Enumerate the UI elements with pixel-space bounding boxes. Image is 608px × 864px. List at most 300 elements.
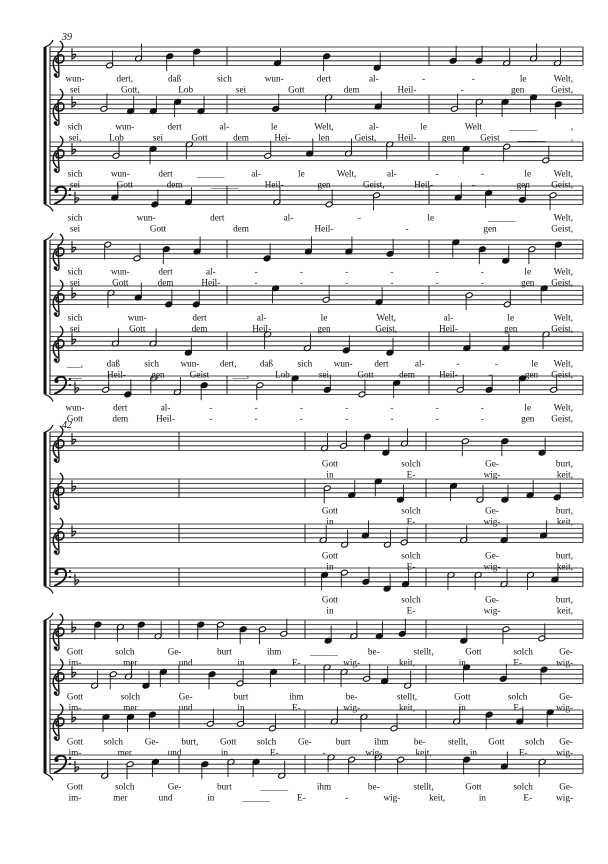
lyric-syllable: Gott: [357, 369, 374, 380]
lyric-syllable: len: [318, 132, 330, 143]
lyric-syllable: -: [405, 223, 409, 234]
lyric-syllable: wig-: [556, 657, 573, 668]
lyric-syllable: stellt,: [447, 736, 469, 747]
lyric-syllable: und: [158, 792, 173, 803]
lyric-syllable: solch: [401, 505, 421, 516]
lyric-syllable: ___: [68, 369, 82, 380]
lyric-syllable: gen: [317, 179, 331, 190]
lyric-syllable: Ge-: [559, 691, 573, 702]
lyric-syllable: Hei-: [274, 132, 291, 143]
clef-dot: [54, 505, 58, 509]
lyric-syllable: in: [220, 747, 228, 758]
lyric-syllable: -: [254, 413, 258, 424]
lyric-syllable: Gott: [116, 179, 133, 190]
lyric-syllable: und: [167, 747, 182, 758]
lyric-syllable: le: [270, 121, 278, 132]
lyric-syllable: -: [471, 179, 475, 190]
lyric-syllable: -: [299, 277, 303, 288]
lyric-syllable: -: [435, 168, 439, 179]
lyric-syllable: stellt,: [413, 781, 434, 792]
lyric-syllable: keit,: [398, 702, 416, 713]
lyric-syllable: -: [390, 277, 394, 288]
lyric-syllable: ihm: [289, 691, 304, 702]
lyric-syllable: keit,: [556, 561, 573, 572]
lyric-syllable: Heil-: [201, 277, 221, 288]
lyric-syllable: dert: [374, 358, 389, 369]
lyric-syllable: ______: [242, 792, 270, 803]
lyric-syllable: wig-: [383, 792, 401, 803]
lyric-syllable: Gott: [321, 505, 339, 516]
lyric-syllable: wun-: [65, 73, 85, 84]
lyric-syllable: Geist,: [354, 132, 377, 143]
lyric-syllable: -: [435, 266, 439, 277]
lyric-syllable: Ge-: [144, 736, 159, 747]
lyric-syllable: burt: [216, 646, 232, 657]
lyric-syllable: mer: [123, 657, 138, 668]
clef-dot: [69, 384, 71, 386]
lyric-syllable: -: [390, 402, 394, 413]
lyric-syllable: -: [254, 277, 258, 288]
lyric-syllable: -: [299, 266, 303, 277]
clef-dot: [69, 570, 71, 572]
lyric-syllable: gen: [516, 179, 530, 190]
lyric-syllable: in: [478, 792, 487, 803]
lyric-syllable: le: [519, 73, 527, 84]
lyric-syllable: be-: [413, 736, 426, 747]
lyric-syllable: wun-: [264, 73, 284, 84]
lyric-syllable: dert: [316, 73, 332, 84]
lyric-syllable: Gott: [454, 691, 471, 702]
lyric-syllable: stellt,: [413, 646, 434, 657]
lyric-syllable: Gott: [321, 458, 339, 469]
lyric-syllable: Heil-: [439, 369, 458, 380]
lyric-syllable: keit,: [415, 747, 432, 758]
measure-number: 39: [62, 32, 72, 43]
lyric-syllable: Heil-: [314, 223, 334, 234]
lyric-syllable: -: [480, 266, 484, 277]
lyric-syllable: -: [345, 792, 349, 803]
lyric-syllable: ______: [260, 781, 288, 792]
lyric-syllable: burt,: [555, 458, 573, 469]
lyric-syllable: burt: [335, 736, 351, 747]
clef-dot: [55, 571, 59, 575]
lyric-syllable: ihm: [267, 646, 282, 657]
lyric-syllable: ___,: [66, 358, 84, 369]
lyric-syllable: sei: [69, 84, 81, 95]
lyric-syllable: im-: [68, 747, 82, 758]
lyric-syllable: wun-: [110, 266, 130, 277]
lyric-syllable: sich: [144, 358, 160, 369]
lyric-syllable: Lob: [275, 369, 290, 380]
lyric-syllable: stellt,: [396, 691, 418, 702]
lyric-syllable: -: [471, 73, 475, 84]
clef-dot: [69, 763, 71, 765]
lyric-syllable: burt,: [181, 736, 199, 747]
lyric-syllable: gen: [521, 413, 535, 424]
lyric-syllable: solch: [115, 781, 135, 792]
lyric-syllable: sei: [152, 132, 164, 143]
lyric-syllable: dem: [166, 179, 183, 190]
lyric-syllable: Welt,: [376, 312, 396, 323]
lyric-syllable: mer: [113, 792, 128, 803]
lyric-syllable: Gott: [465, 646, 482, 657]
lyric-syllable: gen: [511, 84, 525, 95]
lyric-syllable: -: [488, 369, 492, 380]
lyric-syllable: sich: [67, 168, 83, 179]
lyric-syllable: wig-: [483, 469, 501, 480]
lyric-syllable: Gott: [220, 736, 237, 747]
lyric-syllable: keit,: [429, 792, 446, 803]
lyric-syllable: Ge-: [559, 736, 573, 747]
lyric-syllable: sei: [318, 369, 330, 380]
clef-dot: [54, 312, 58, 316]
lyric-syllable: sich: [297, 358, 313, 369]
lyric-syllable: Welt,: [553, 312, 573, 323]
lyric-syllable: Geist,: [551, 179, 573, 190]
lyric-syllable: Welt,: [553, 358, 573, 369]
lyric-syllable: solch: [120, 691, 141, 702]
lyric-syllable: solch: [524, 736, 545, 747]
lyric-syllable: keit,: [556, 469, 573, 480]
lyric-syllable: in: [458, 702, 466, 713]
lyric-syllable: keit,: [556, 516, 573, 527]
lyric-syllable: al-: [283, 212, 294, 223]
lyric-syllable: Geist: [189, 369, 210, 380]
lyric-syllable: dert,: [219, 358, 237, 369]
lyric-syllable: Heil-: [439, 323, 458, 334]
lyric-syllable: dert,: [116, 73, 134, 84]
lyric-syllable: al-: [219, 121, 230, 132]
lyric-syllable: dem: [233, 132, 249, 143]
lyric-syllable: -: [345, 402, 349, 413]
lyric-syllable: Ge-: [485, 505, 499, 516]
lyric-syllable: -: [299, 402, 303, 413]
lyric-syllable: Heil-: [264, 179, 284, 190]
lyric-syllable: -: [480, 277, 484, 288]
lyric-syllable: E-: [297, 792, 306, 803]
clef-dot: [54, 691, 58, 695]
lyric-syllable: burt,: [555, 505, 573, 516]
lyric-syllable: Ge-: [559, 646, 573, 657]
lyric-syllable: Geist,: [551, 323, 573, 334]
lyric-syllable: dem: [157, 277, 174, 288]
lyric-syllable: Heil-: [107, 369, 126, 380]
lyric-syllable: le: [420, 121, 427, 132]
lyric-syllable: daß: [259, 358, 274, 369]
lyric-syllable: al-: [443, 312, 454, 323]
lyric-syllable: -: [435, 277, 439, 288]
lyric-syllable: sei: [69, 323, 81, 334]
lyric-syllable: -: [390, 266, 394, 277]
lyric-syllable: keit,: [556, 605, 573, 616]
lyric-syllable: mer: [117, 747, 132, 758]
lyric-syllable: -: [422, 73, 426, 84]
lyric-syllable: dert: [158, 266, 173, 277]
lyric-syllable: dem: [112, 413, 129, 424]
lyric-syllable: dert: [192, 312, 207, 323]
lyric-syllable: -: [345, 266, 349, 277]
lyric-syllable: und: [178, 657, 193, 668]
lyric-syllable: sei,: [68, 132, 82, 143]
lyric-syllable: E-: [513, 702, 523, 713]
lyric-syllable: Gott: [66, 736, 84, 747]
lyric-syllable: -: [254, 402, 258, 413]
lyric-syllable: dem: [233, 223, 249, 234]
lyric-syllable: solch: [513, 781, 533, 792]
lyric-syllable: Geist,: [551, 413, 573, 424]
lyric-syllable: -: [254, 266, 258, 277]
lyric-syllable: in: [458, 657, 466, 668]
lyric-syllable: und: [178, 702, 193, 713]
lyric-syllable: al-: [160, 402, 171, 413]
lyric-syllable: Gott: [321, 594, 339, 605]
lyric-syllable: Welt,: [553, 212, 573, 223]
lyric-syllable: burt: [216, 781, 232, 792]
lyric-syllable: in: [237, 702, 245, 713]
lyric-syllable: al-: [205, 266, 216, 277]
lyric-syllable: Geist,: [551, 369, 573, 380]
lyric-syllable: daß: [106, 358, 120, 369]
lyric-syllable: ______: [210, 179, 239, 190]
lyric-syllable: Gott: [465, 781, 482, 792]
lyric-syllable: Geist,: [362, 179, 385, 190]
clef-dot: [54, 550, 58, 554]
lyric-syllable: dert: [167, 121, 182, 132]
lyric-syllable: wun-: [110, 168, 130, 179]
lyric-syllable: -: [345, 413, 349, 424]
lyric-syllable: Heil-: [252, 323, 272, 334]
lyric-syllable: sei: [69, 277, 81, 288]
lyric-syllable: Gott: [66, 646, 84, 657]
lyric-syllable: al-: [368, 73, 379, 84]
lyric-syllable: Ge-: [559, 781, 573, 792]
lyric-syllable: solch: [507, 691, 528, 702]
lyric-syllable: sich: [67, 212, 83, 223]
lyric-syllable: in: [326, 469, 334, 480]
lyric-syllable: ___,: [232, 369, 250, 380]
lyric-syllable: im-: [68, 792, 82, 803]
lyric-syllable: Heil-: [397, 84, 417, 95]
lyric-syllable: Ge-: [485, 458, 499, 469]
lyric-syllable: Ge-: [167, 781, 182, 792]
clef-dot: [54, 736, 58, 740]
lyric-syllable: Welt,: [553, 73, 573, 84]
lyric-syllable: daß: [167, 73, 182, 84]
lyric-syllable: dert: [158, 168, 173, 179]
lyric-syllable: Gott: [149, 223, 167, 234]
clef-dot: [54, 358, 58, 362]
lyric-syllable: sei: [69, 223, 81, 234]
lyric-syllable: gen: [317, 323, 331, 334]
lyric-syllable: wun-: [180, 358, 200, 369]
lyric-syllable: -: [494, 358, 498, 369]
lyric-syllable: sei: [69, 179, 81, 190]
lyric-syllable: solch: [401, 550, 421, 561]
lyric-syllable: in: [326, 561, 334, 572]
lyric-syllable: -: [480, 402, 484, 413]
lyric-syllable: Gott: [66, 781, 84, 792]
lyric-syllable: gen: [151, 369, 165, 380]
lyric-syllable: wun-: [65, 402, 85, 413]
lyric-syllable: Geist,: [551, 84, 573, 95]
clef-dot: [54, 121, 58, 125]
lyric-syllable: le: [427, 212, 435, 223]
lyric-syllable: burt,: [555, 550, 573, 561]
lyric-syllable: -: [209, 413, 213, 424]
lyric-syllable: le: [507, 312, 515, 323]
lyric-syllable: le: [320, 312, 328, 323]
lyric-syllable: sich: [67, 121, 83, 132]
lyric-syllable: Welt,: [553, 168, 573, 179]
lyric-syllable: E-: [513, 657, 523, 668]
lyric-syllable: solch: [256, 736, 277, 747]
lyric-syllable: dem: [191, 323, 208, 334]
lyric-syllable: ______: [310, 646, 338, 657]
lyric-syllable: Lob: [109, 132, 124, 143]
lyric-syllable: E-: [291, 657, 301, 668]
lyric-syllable: be-: [345, 691, 358, 702]
lyric-syllable: wig-: [343, 702, 361, 713]
lyric-syllable: Gott: [66, 413, 84, 424]
lyric-syllable: E-: [518, 747, 528, 758]
lyric-syllable: in: [326, 605, 334, 616]
lyric-syllable: wig-: [483, 561, 501, 572]
lyric-syllable: al-: [387, 168, 397, 179]
lyric-syllable: Geist: [480, 132, 500, 143]
lyric-syllable: -: [435, 413, 439, 424]
lyric-syllable: Gott: [112, 277, 129, 288]
lyric-syllable: E-: [406, 605, 416, 616]
lyric-syllable: burt: [233, 691, 249, 702]
clef-dot: [69, 576, 71, 578]
lyric-syllable: im-: [68, 657, 82, 668]
lyric-syllable: al-: [414, 358, 425, 369]
lyric-syllable: mer: [123, 702, 138, 713]
lyric-syllable: solch: [401, 458, 421, 469]
lyric-syllable: im-: [68, 702, 82, 713]
lyric-syllable: gen: [524, 369, 539, 380]
lyric-syllable: Heil-: [414, 179, 434, 190]
lyric-syllable: sich: [67, 312, 83, 323]
lyric-syllable: sich: [216, 73, 232, 84]
lyric-syllable: solch: [401, 594, 421, 605]
measure-number: 42: [62, 420, 72, 431]
lyric-syllable: Gott: [66, 691, 84, 702]
lyric-syllable: E-: [406, 469, 416, 480]
lyric-syllable: solch: [115, 646, 135, 657]
lyric-syllable: -: [435, 402, 439, 413]
lyric-syllable: -: [209, 402, 213, 413]
lyric-syllable: wun-: [136, 212, 156, 223]
lyric-syllable: ihm: [316, 781, 332, 792]
lyric-syllable: -: [322, 747, 326, 758]
lyric-syllable: dem: [343, 84, 360, 95]
lyric-syllable: al-: [368, 121, 379, 132]
lyric-syllable: ihm: [374, 736, 389, 747]
lyric-syllable: le: [524, 266, 532, 277]
lyric-syllable: Ge-: [485, 550, 499, 561]
lyric-syllable: dert: [113, 402, 128, 413]
lyric-syllable: Heil-: [397, 132, 417, 143]
lyric-syllable: -: [480, 168, 484, 179]
lyric-syllable: Gott: [129, 323, 146, 334]
lyric-syllable: burt,: [555, 594, 573, 605]
lyric-syllable: E-: [523, 792, 533, 803]
lyric-syllable: E-: [406, 516, 416, 527]
lyric-syllable: be-: [367, 646, 380, 657]
lyric-syllable: wig-: [556, 702, 573, 713]
lyric-syllable: wun-: [127, 312, 147, 323]
lyric-syllable: -: [390, 413, 394, 424]
lyric-syllable: -: [456, 358, 460, 369]
lyric-syllable: -: [299, 413, 303, 424]
lyric-syllable: Geist,: [375, 323, 398, 334]
lyric-syllable: Welt,: [553, 402, 573, 413]
lyric-syllable: sei: [235, 84, 247, 95]
lyric-syllable: E-: [269, 747, 279, 758]
lyric-syllable: gen: [521, 277, 535, 288]
lyric-syllable: Heil-: [156, 413, 175, 424]
lyric-syllable: wun-: [115, 121, 135, 132]
lyric-syllable: le: [531, 358, 539, 369]
lyric-syllable: le: [524, 168, 532, 179]
lyric-syllable: ______: [488, 212, 516, 223]
clef-dot: [54, 458, 58, 462]
lyric-syllable: E-: [291, 702, 301, 713]
lyric-syllable: solch: [513, 646, 533, 657]
clef-dot: [54, 646, 58, 650]
lyric-syllable: Ge-: [297, 736, 312, 747]
lyric-syllable: Geist,: [551, 223, 573, 234]
lyric-syllable: Gott: [288, 84, 305, 95]
lyric-syllable: wig-: [556, 792, 573, 803]
lyric-syllable: Welt,: [336, 168, 357, 179]
lyric-syllable: Ge-: [178, 691, 193, 702]
lyric-syllable: wig-: [556, 747, 573, 758]
lyric-syllable: solch: [103, 736, 124, 747]
lyric-syllable: ______: [517, 132, 546, 143]
lyric-syllable: Welt: [464, 121, 482, 132]
lyric-syllable: wig-: [343, 657, 361, 668]
clef-dot: [55, 758, 59, 762]
lyric-syllable: in: [207, 792, 215, 803]
lyric-syllable: Geist,: [551, 277, 573, 288]
clef-dot: [55, 379, 59, 383]
lyric-syllable: wig-: [365, 747, 383, 758]
lyric-syllable: wun-: [333, 358, 353, 369]
lyric-syllable: -: [358, 212, 362, 223]
clef-dot: [54, 73, 58, 77]
clef-dot: [54, 168, 58, 172]
lyric-syllable: wig-: [483, 605, 501, 616]
clef-dot: [69, 194, 71, 196]
lyric-syllable: wig-: [483, 516, 501, 527]
lyric-syllable: in: [469, 747, 477, 758]
clef-dot: [54, 266, 58, 270]
lyric-syllable: Welt,: [314, 121, 334, 132]
lyric-syllable: be-: [367, 781, 380, 792]
lyric-syllable: al-: [256, 312, 267, 323]
lyric-syllable: Ge-: [167, 646, 182, 657]
lyric-syllable: Ge-: [485, 594, 499, 605]
lyric-syllable: ,: [570, 121, 573, 132]
lyric-syllable: E-: [406, 561, 416, 572]
lyric-syllable: Gott: [321, 550, 339, 561]
lyric-syllable: Gott: [191, 132, 208, 143]
lyric-syllable: le: [524, 402, 532, 413]
lyric-syllable: dert: [210, 212, 225, 223]
lyric-syllable: -: [460, 84, 464, 95]
